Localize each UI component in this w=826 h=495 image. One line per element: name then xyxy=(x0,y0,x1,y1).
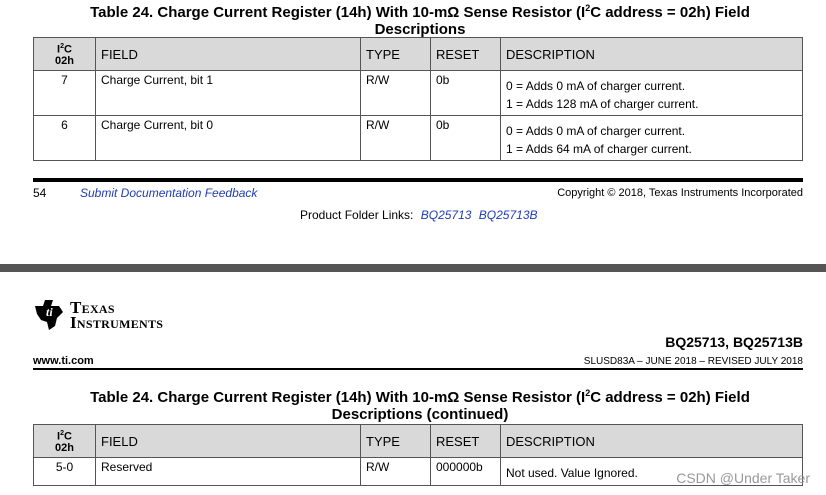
type-column-header: TYPE xyxy=(361,425,431,458)
table-header-row xyxy=(34,38,803,71)
field-column-header: FIELD xyxy=(96,38,361,71)
description-cell: Not used. Value Ignored. xyxy=(501,458,803,486)
page-number: 54 xyxy=(33,186,47,200)
svg-text:ti: ti xyxy=(46,305,53,319)
ti-wordmark: Texas Instruments xyxy=(70,298,164,332)
ti-logo-icon xyxy=(33,296,67,330)
description-cell: 0 = Adds 0 mA of charger current. 1 = Adds 64 mA of charger current. xyxy=(501,116,803,161)
bit-cell: 7 xyxy=(34,71,96,116)
submit-feedback-link[interactable]: Submit Documentation Feedback xyxy=(80,186,258,200)
type-cell: R/W xyxy=(361,458,431,486)
field-column-header: FIELD xyxy=(96,425,361,458)
type-cell: R/W xyxy=(361,71,431,116)
description-column-header: DESCRIPTION xyxy=(501,38,803,71)
table-row xyxy=(34,116,803,161)
product-link-bq25713b[interactable]: BQ25713B xyxy=(478,208,538,222)
reset-column-header: RESET xyxy=(431,38,501,71)
copyright: Copyright © 2018, Texas Instruments Incorporated xyxy=(557,187,803,199)
bit-column-header: $I^2C$ 02h xyxy=(34,38,96,71)
watermark: CSDN @Under Taker xyxy=(676,470,810,486)
register-table xyxy=(33,37,803,161)
field-cell: Charge Current, bit 0 xyxy=(96,116,361,161)
header-rule xyxy=(33,368,803,370)
type-column-header: TYPE xyxy=(361,38,431,71)
document-id: SLUSD83A – JUNE 2018 – REVISED JULY 2018 xyxy=(583,356,803,367)
reset-column-header: RESET xyxy=(431,425,501,458)
reset-cell: 0b xyxy=(431,71,501,116)
table-header-row xyxy=(34,425,803,458)
bit-column-header: $I^2C$ 02h xyxy=(34,425,96,458)
bit-cell: 6 xyxy=(34,116,96,161)
reset-cell: 0b xyxy=(431,116,501,161)
product-folder-links: Product Folder Links: BQ25713 BQ25713B xyxy=(300,208,538,222)
website[interactable]: www.ti.com xyxy=(33,355,94,367)
field-cell: Reserved xyxy=(96,458,361,486)
part-numbers: BQ25713, BQ25713B xyxy=(665,334,803,350)
footer-rule xyxy=(33,178,803,182)
type-cell: R/W xyxy=(361,116,431,161)
field-cell: Charge Current, bit 1 xyxy=(96,71,361,116)
description-cell: 0 = Adds 0 mA of charger current. 1 = Adds 128 mA of charger current. xyxy=(501,71,803,116)
table-title: Table 24. Charge Current Register (14h) With 10-mΩ Sense Resistor ($I^2C$ address = 02h) Field Descriptions xyxy=(90,3,750,38)
reset-cell: 000000b xyxy=(431,458,501,486)
product-link-bq25713[interactable]: BQ25713 xyxy=(420,208,472,222)
table-row xyxy=(34,71,803,116)
table-title-continued: Table 24. Charge Current Register (14h) With 10-mΩ Sense Resistor ($I^2C$ address = 02h) Field Descriptions (continued) xyxy=(90,388,750,423)
bit-cell: 5-0 xyxy=(34,458,96,486)
description-column-header: DESCRIPTION xyxy=(501,425,803,458)
page-separator xyxy=(0,264,826,272)
